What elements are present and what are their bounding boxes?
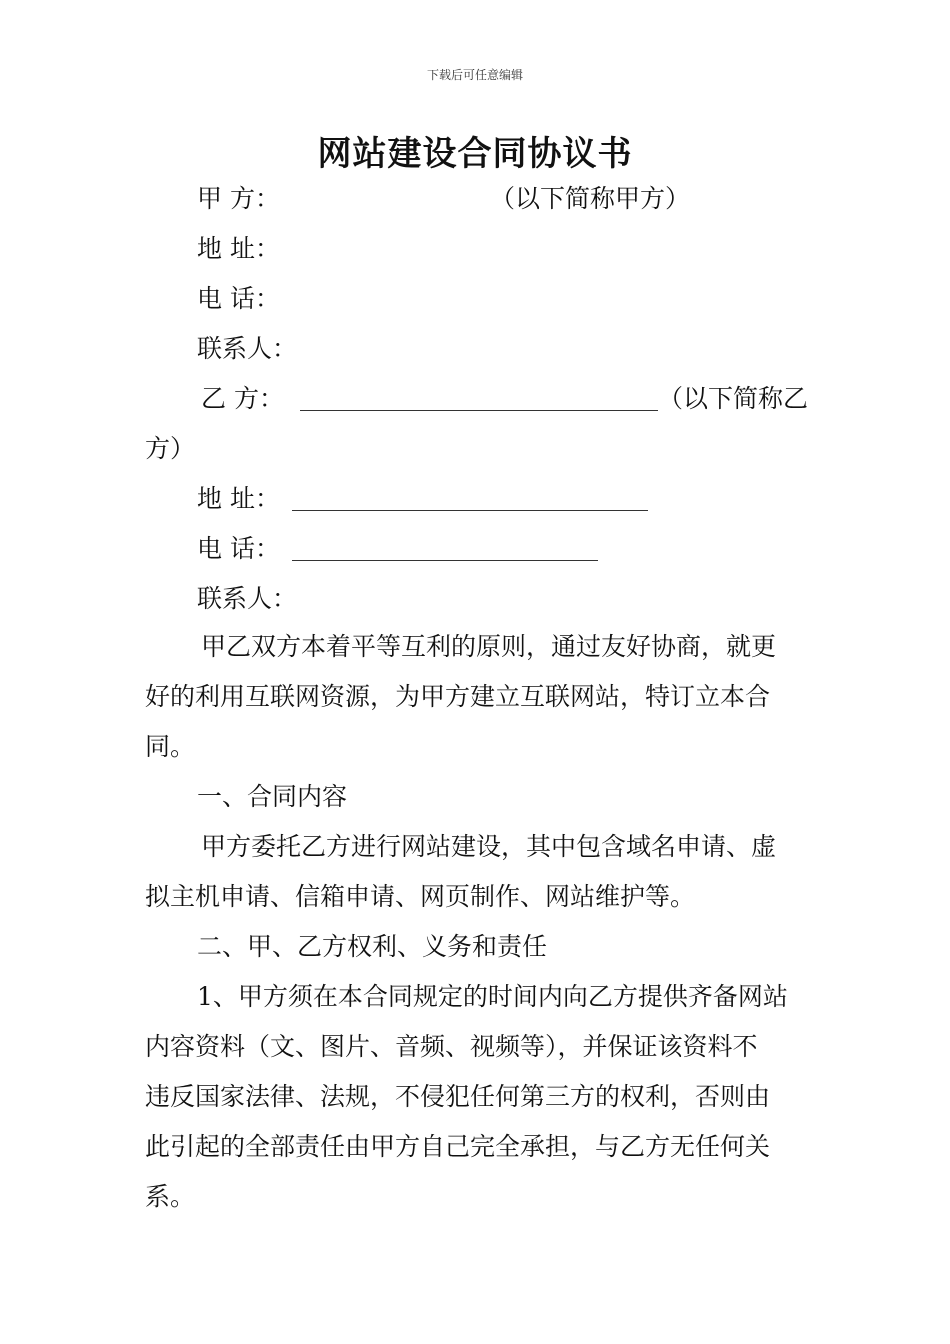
party-a-contact	[145, 324, 862, 374]
party-b-phone-label: 电 话：	[197, 534, 280, 563]
section-1-heading: 一、合同内容	[197, 782, 348, 811]
document-title: 网站建设合同协议书	[317, 134, 633, 174]
party-b-address-label: 地 址：	[197, 484, 280, 513]
party-b-line	[145, 374, 866, 424]
party-b-suffix: （以下简称乙	[657, 384, 808, 413]
party-a-address-label: 地 址：	[197, 234, 280, 263]
header-note: 下载后可任意编辑	[426, 68, 523, 82]
party-a-phone	[145, 274, 862, 324]
section-2-item-1-line-5: 系。	[145, 1182, 196, 1211]
section-1-line-2: 拟主机申请、信箱申请、网页制作、网站维护等。	[145, 882, 696, 911]
party-b-address	[145, 474, 862, 524]
section-2-heading: 二、甲、乙方权利、义务和责任	[197, 932, 548, 961]
party-b-phone	[145, 524, 862, 574]
party-b-contact	[145, 574, 862, 624]
party-a-line	[145, 174, 862, 224]
party-a-phone-label: 电 话：	[197, 284, 280, 313]
party-a-contact-label: 联系人：	[197, 334, 298, 363]
intro-line-1: 甲乙双方本着平等互利的原则，通过友好协商，就更	[201, 632, 777, 661]
party-b-suffix-line2: 方）	[145, 434, 196, 463]
section-2-item-1-line-4: 此引起的全部责任由甲方自己完全承担，与乙方无任何关	[145, 1132, 771, 1161]
party-b-suffix-cont	[145, 424, 810, 474]
party-b-contact-label: 联系人：	[197, 584, 298, 613]
section-1-line-1: 甲方委托乙方进行网站建设，其中包含域名申请、虚	[201, 832, 777, 861]
party-a-label: 甲 方：	[197, 184, 280, 213]
section-2-item-1-line-1: 1、甲方须在本合同规定的时间内向乙方提供齐备网站	[197, 982, 788, 1011]
intro-line-3: 同。	[145, 732, 196, 761]
party-a-address	[145, 224, 862, 274]
intro-line-2: 好的利用互联网资源，为甲方建立互联网站，特订立本合	[145, 682, 771, 711]
party-b-phone-blank	[292, 530, 598, 561]
section-2-item-1-line-3: 违反国家法律、法规，不侵犯任何第三方的权利，否则由	[145, 1082, 771, 1111]
party-b-blank	[300, 380, 658, 411]
party-b-address-blank	[292, 480, 648, 511]
party-a-suffix: （以下简称甲方）	[489, 184, 690, 213]
section-2-item-1-line-2: 内容资料（文、图片、音频、视频等），并保证该资料不	[145, 1032, 758, 1061]
party-b-label: 乙 方：	[201, 384, 284, 413]
